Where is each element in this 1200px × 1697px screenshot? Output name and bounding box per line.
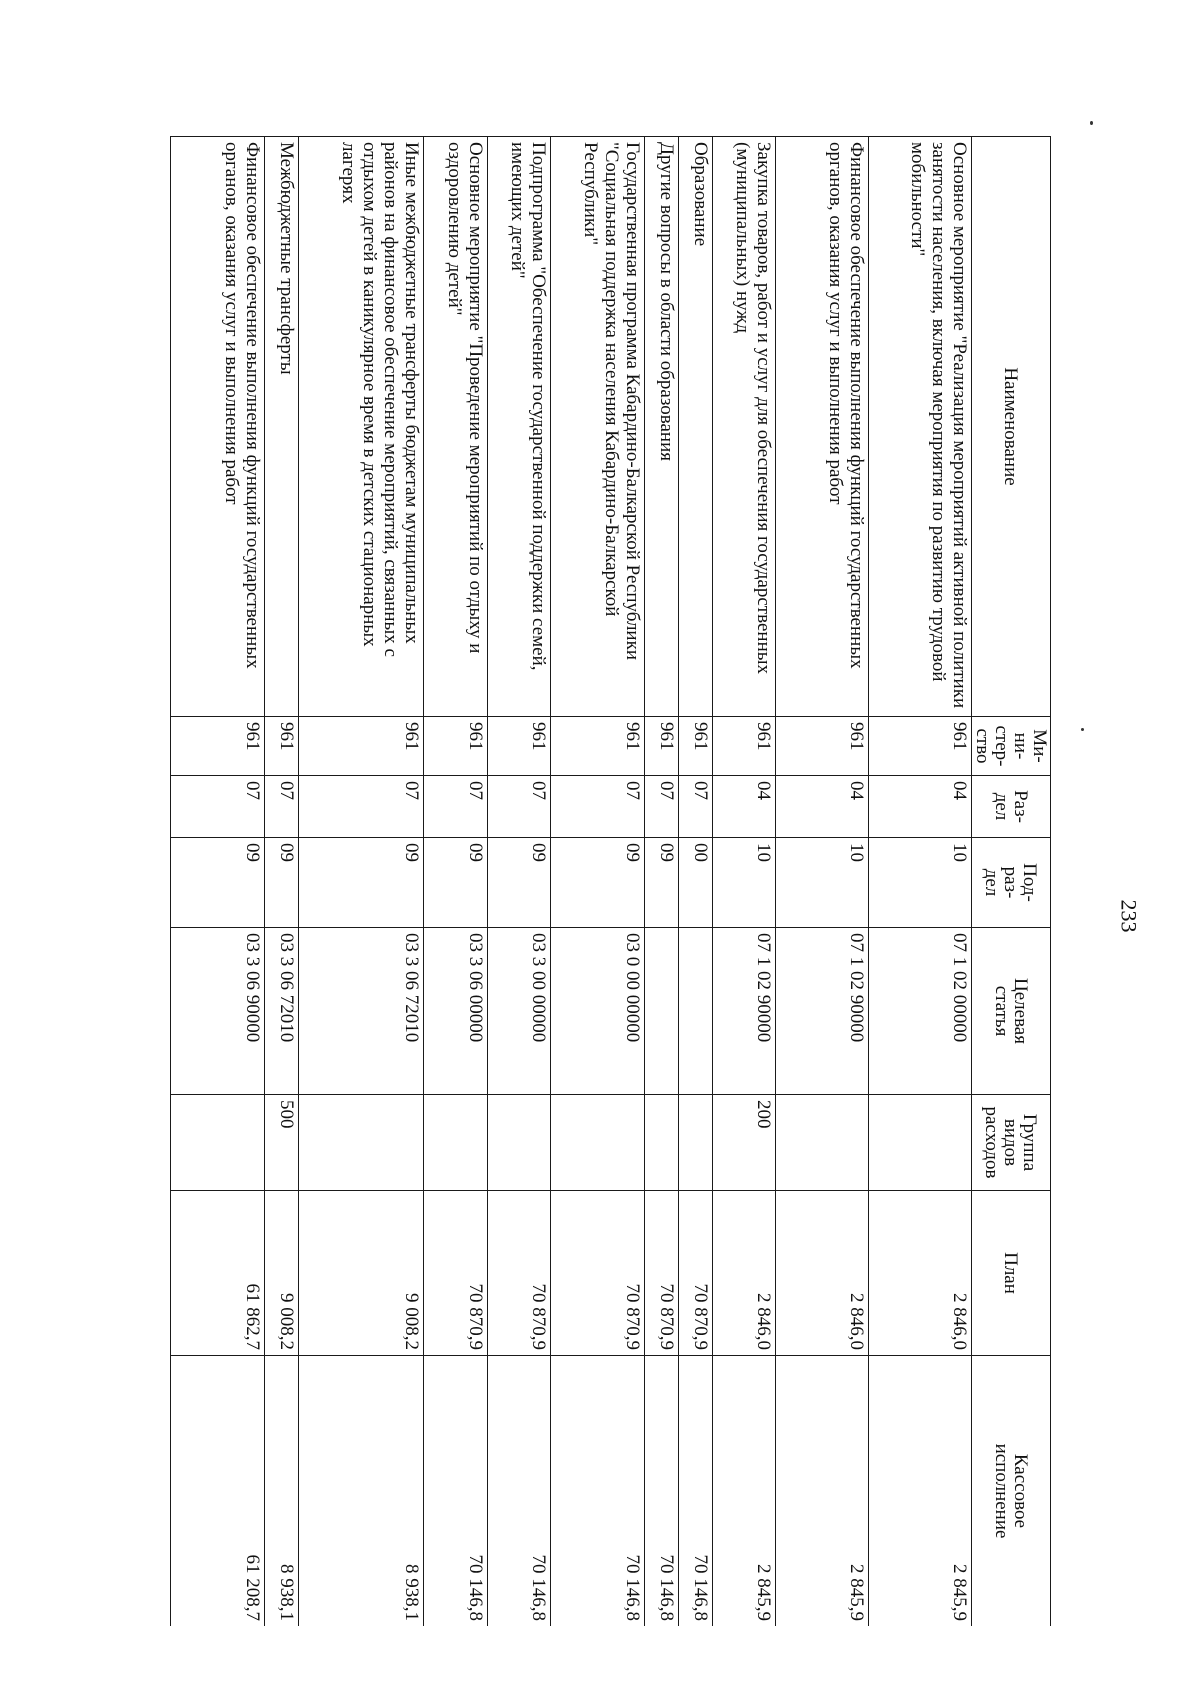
cell-group	[424, 1095, 487, 1191]
cell-cash: 2 845,9	[869, 1356, 972, 1627]
cell-target: 03 3 06 72010	[299, 928, 424, 1095]
page-number: 233	[1116, 899, 1142, 933]
cell-group	[869, 1095, 972, 1191]
cell-section: 07	[645, 776, 679, 838]
header-section-text: Раз- дел	[991, 790, 1031, 823]
header-target	[972, 928, 1051, 1095]
cell-subsection: 09	[645, 838, 679, 928]
cell-plan: 2 846,0	[869, 1191, 972, 1356]
cell-name: Иные межбюджетные трансферты бюджетам муниципальных районов на финансовое обеспечение мероприятий, связанных с отдыхом детей в каникулярное время в детских стационарных лагерях	[299, 137, 424, 717]
cell-subsection: 09	[171, 838, 265, 928]
header-subsection-text: Под- раз- дел	[981, 863, 1041, 902]
cell-group	[776, 1095, 869, 1191]
scan-speck	[1090, 121, 1093, 125]
budget-table	[170, 136, 1051, 1626]
cell-section: 07	[424, 776, 487, 838]
cell-subsection: 00	[679, 838, 713, 928]
header-target-text: Целевая статья	[991, 978, 1031, 1044]
cell-subsection: 09	[551, 838, 645, 928]
cell-name: Закупка товаров, работ и услуг для обеспечения государственных (муниципальных) нужд	[713, 137, 776, 717]
table-row	[424, 137, 487, 1627]
cell-subsection: 10	[776, 838, 869, 928]
cell-cash: 61 208,7	[171, 1356, 265, 1627]
header-group	[972, 1095, 1051, 1191]
header-subsection	[972, 838, 1051, 928]
cell-cash: 8 938,1	[299, 1356, 424, 1627]
table-header-row	[972, 137, 1051, 1627]
cell-cash: 70 146,8	[487, 1356, 550, 1627]
header-cash-text: Кассовое исполнение	[991, 1443, 1031, 1539]
table-row	[869, 137, 972, 1627]
cell-name: Основное мероприятие "Проведение мероприятий по отдыху и оздоровлению детей"	[424, 137, 487, 717]
cell-section: 07	[265, 776, 299, 838]
cell-ministry: 961	[171, 717, 265, 776]
cell-name: Образование	[679, 137, 713, 717]
cell-plan: 70 870,9	[679, 1191, 713, 1356]
cell-ministry: 961	[299, 717, 424, 776]
budget-table-rotor	[170, 136, 1051, 1626]
cell-plan: 61 862,7	[171, 1191, 265, 1356]
table-row	[679, 137, 713, 1627]
cell-name: Государственная программа Кабардино-Балкарской Республики "Социальная поддержка населения Кабардино-Балкарской Республики"	[551, 137, 645, 717]
cell-ministry: 961	[487, 717, 550, 776]
table-row	[776, 137, 869, 1627]
cell-group	[679, 1095, 713, 1191]
cell-ministry: 961	[679, 717, 713, 776]
cell-target: 03 3 06 72010	[265, 928, 299, 1095]
cell-subsection: 09	[424, 838, 487, 928]
cell-subsection: 10	[869, 838, 972, 928]
cell-cash: 8 938,1	[265, 1356, 299, 1627]
cell-plan: 70 870,9	[424, 1191, 487, 1356]
cell-section: 04	[776, 776, 869, 838]
cell-subsection: 09	[487, 838, 550, 928]
scan-speck	[1081, 728, 1084, 731]
cell-group	[551, 1095, 645, 1191]
cell-cash: 70 146,8	[551, 1356, 645, 1627]
cell-ministry: 961	[551, 717, 645, 776]
cell-target	[645, 928, 679, 1095]
header-plan-text: План	[1000, 1252, 1022, 1294]
cell-plan: 2 846,0	[713, 1191, 776, 1356]
header-plan	[972, 1191, 1051, 1356]
cell-group: 200	[713, 1095, 776, 1191]
table-row	[713, 137, 776, 1627]
cell-section: 07	[551, 776, 645, 838]
table-row	[645, 137, 679, 1627]
cell-name: Финансовое обеспечение выполнения функций государственных органов, оказания услуг и выполнения работ	[776, 137, 869, 717]
cell-ministry: 961	[265, 717, 299, 776]
cell-group: 500	[265, 1095, 299, 1191]
cell-plan: 70 870,9	[487, 1191, 550, 1356]
cell-name: Другие вопросы в области образования	[645, 137, 679, 717]
header-name-text: Наименование	[1000, 367, 1022, 486]
table-row	[265, 137, 299, 1627]
cell-target: 07 1 02 00000	[869, 928, 972, 1095]
cell-ministry: 961	[424, 717, 487, 776]
cell-name: Межбюджетные трансферты	[265, 137, 299, 717]
cell-target: 03 0 00 00000	[551, 928, 645, 1095]
header-ministry-text: Ми- ни- стер- ство	[972, 725, 1050, 767]
cell-group	[299, 1095, 424, 1191]
cell-plan: 70 870,9	[551, 1191, 645, 1356]
cell-cash: 2 845,9	[776, 1356, 869, 1627]
cell-target: 03 3 06 90000	[171, 928, 265, 1095]
cell-cash: 70 146,8	[679, 1356, 713, 1627]
cell-name: Финансовое обеспечение выполнения функций государственных органов, оказания услуг и выполнения работ	[171, 137, 265, 717]
cell-group	[645, 1095, 679, 1191]
cell-section: 07	[487, 776, 550, 838]
header-ministry	[972, 717, 1051, 776]
cell-target: 03 3 00 00000	[487, 928, 550, 1095]
cell-target	[679, 928, 713, 1095]
cell-cash: 70 146,8	[645, 1356, 679, 1627]
cell-ministry: 961	[869, 717, 972, 776]
cell-ministry: 961	[776, 717, 869, 776]
cell-subsection: 09	[265, 838, 299, 928]
header-group-text: Группа видов расходов	[981, 1106, 1041, 1179]
cell-name: Основное мероприятие "Реализация мероприятий активной политики занятости населения, включая мероприятия по развитию трудовой мобильности"	[869, 137, 972, 717]
cell-ministry: 961	[645, 717, 679, 776]
cell-subsection: 10	[713, 838, 776, 928]
cell-target: 07 1 02 90000	[776, 928, 869, 1095]
table-row	[551, 137, 645, 1627]
cell-ministry: 961	[713, 717, 776, 776]
cell-cash: 70 146,8	[424, 1356, 487, 1627]
cell-target: 07 1 02 90000	[713, 928, 776, 1095]
budget-table-frame	[170, 136, 1051, 1626]
cell-section: 04	[869, 776, 972, 838]
table-row	[487, 137, 550, 1627]
cell-plan: 2 846,0	[776, 1191, 869, 1356]
cell-plan: 9 008,2	[299, 1191, 424, 1356]
table-row	[299, 137, 424, 1627]
header-cash	[972, 1356, 1051, 1627]
cell-group	[487, 1095, 550, 1191]
cell-plan: 9 008,2	[265, 1191, 299, 1356]
header-name	[972, 137, 1051, 717]
table-row	[171, 137, 265, 1627]
cell-cash: 2 845,9	[713, 1356, 776, 1627]
cell-section: 07	[171, 776, 265, 838]
cell-section: 04	[713, 776, 776, 838]
cell-group	[171, 1095, 265, 1191]
cell-target: 03 3 06 00000	[424, 928, 487, 1095]
cell-section: 07	[299, 776, 424, 838]
cell-name: Подпрограмма "Обеспечение государственной поддержки семей, имеющих детей"	[487, 137, 550, 717]
cell-section: 07	[679, 776, 713, 838]
header-section	[972, 776, 1051, 838]
cell-subsection: 09	[299, 838, 424, 928]
cell-plan: 70 870,9	[645, 1191, 679, 1356]
